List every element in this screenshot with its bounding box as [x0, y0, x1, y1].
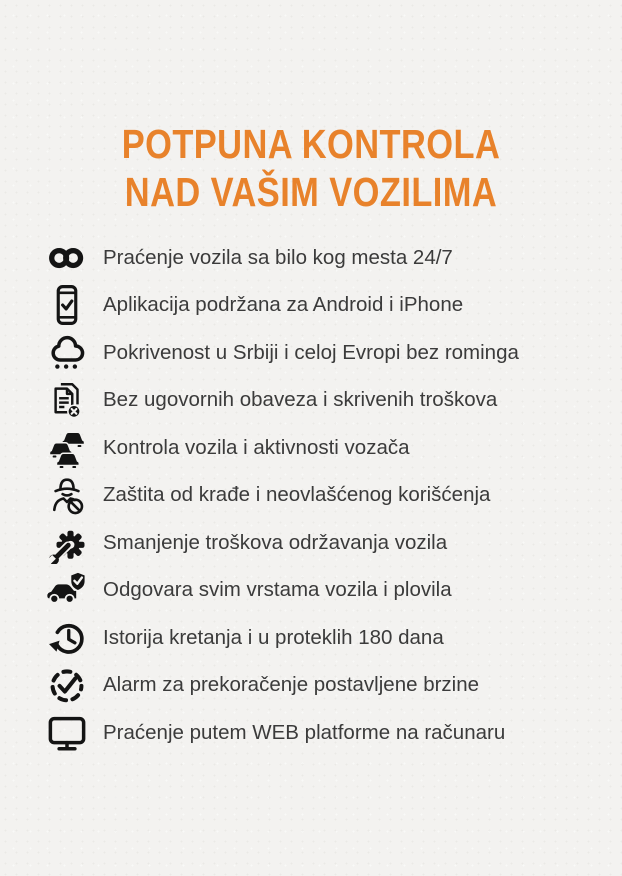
- feature-label: Praćenje vozila sa bilo kog mesta 24/7: [103, 245, 453, 269]
- feature-icon-cell: [40, 332, 94, 374]
- feature-list-item: [40, 614, 622, 662]
- anti-theft-icon: [46, 474, 88, 516]
- feature-list-item: [40, 377, 622, 425]
- page-title: [50, 0, 572, 216]
- feature-icon-cell: [40, 284, 94, 326]
- feature-label: Kontrola vozila i aktivnosti vozača: [103, 435, 410, 459]
- feature-label: Bez ugovornih obaveza i skrivenih troškova: [103, 388, 498, 412]
- feature-label: Pokrivenost u Srbiji i celoj Evropi bez rominga: [103, 340, 519, 364]
- feature-label: Odgovara svim vrstama vozila i plovila: [103, 578, 452, 602]
- feature-icon-cell: [40, 474, 94, 516]
- web-monitor-icon: [46, 712, 88, 754]
- feature-icon-cell: [40, 427, 94, 469]
- car-shield-icon: [46, 569, 88, 611]
- feature-label: Istorija kretanja i u proteklih 180 dana: [103, 625, 444, 649]
- feature-icon-cell: [40, 237, 94, 279]
- feature-list-item: [40, 424, 622, 472]
- feature-label: Zaštita od krađe i neovlašćenog korišćenja: [103, 483, 491, 507]
- feature-list-item: [40, 472, 622, 520]
- phone-check-icon: [46, 284, 88, 326]
- feature-label: Aplikacija podržana za Android i iPhone: [103, 293, 464, 317]
- cloud-coverage-icon: [46, 332, 88, 374]
- feature-label: Smanjenje troškova održavanja vozila: [103, 530, 448, 554]
- title-line-2: NAD VAŠIM VOZILIMA: [124, 169, 498, 215]
- feature-icon-cell: [40, 569, 94, 611]
- feature-list-item: [40, 329, 622, 377]
- feature-icon-cell: [40, 522, 94, 564]
- feature-list-item: [40, 234, 622, 282]
- feature-list-item: [40, 519, 622, 567]
- fleet-cars-icon: [46, 427, 88, 469]
- history-clock-icon: [46, 617, 88, 659]
- feature-icon-cell: [40, 617, 94, 659]
- title-line-1: POTPUNA KONTROLA: [121, 121, 501, 167]
- feature-list-item: [40, 282, 622, 330]
- feature-icon-cell: [40, 712, 94, 754]
- feature-label: Alarm za prekoračenje postavljene brzine: [103, 673, 480, 697]
- gear-wrench-icon: [46, 522, 88, 564]
- feature-list-item: [40, 709, 622, 757]
- no-contract-icon: [46, 379, 88, 421]
- feature-list-item: [40, 567, 622, 615]
- speed-alarm-icon: [46, 664, 88, 706]
- feature-icon-cell: [40, 664, 94, 706]
- feature-label: Praćenje putem WEB platforme na računaru: [103, 720, 506, 744]
- feature-list: [0, 234, 622, 757]
- feature-icon-cell: [40, 379, 94, 421]
- feature-list-item: [40, 662, 622, 710]
- infinity-icon: [46, 237, 88, 279]
